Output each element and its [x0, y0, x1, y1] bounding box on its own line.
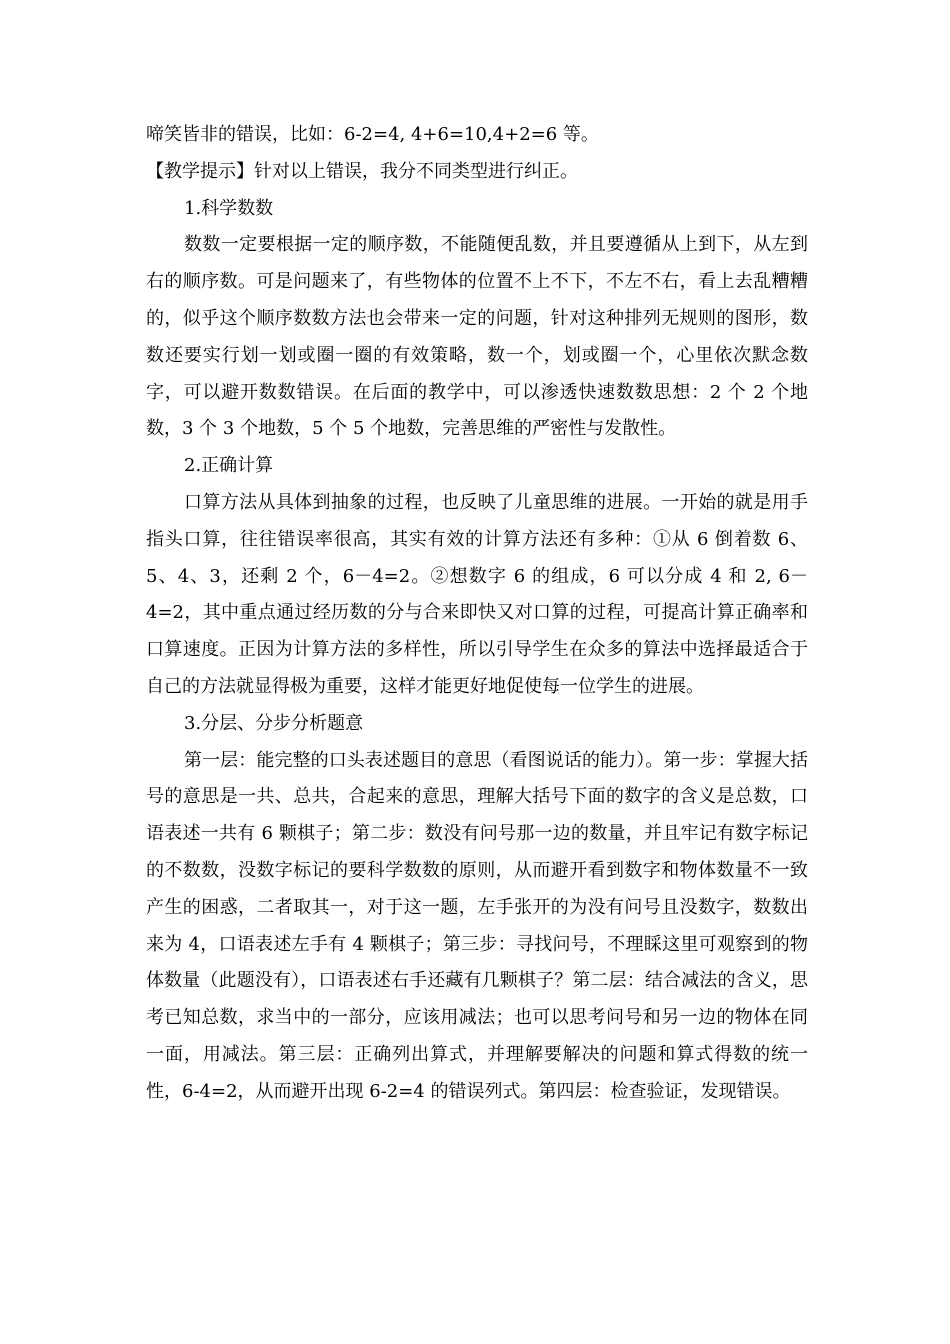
paragraph-analysis: 第一层：能完整的口头表述题目的意思（看图说话的能力）。第一步：掌握大括号的意思是一共、总共，合起来的意思，理解大括号下面的数字的含义是总数，口语表述一共有 6 颗棋子；第二步：数没有问号那一边的数量，并且牢记有数字标记的不数数，没数字标记的要科学数数的原则，从而避开看到数字和物体数量不一致产生的困惑，二者取其一，对于这一题，左手张开的为没有问号且没数字，数数出来为 4，口语表述左手有 4 颗棋子；第三步：寻找问号，不理睬这里可观察到的物体数量（此题没有），口语表述右手还藏有几颗棋子？第二层：结合减法的含义，思考已知总数，求当中的一部分，应该用减法；也可以思考问号和另一边的物体在同一面，用减法。第三层：正确列出算式，并理解要解决的问题和算式得数的统一性，6-4=2，从而避开出现 6-2=4 的错误列式。第四层：检查验证，发现错误。 [146, 749, 808, 1102]
section-heading-analysis: 3.分层、分步分析题意 [184, 712, 364, 734]
paragraph-calculation: 口算方法从具体到抽象的过程，也反映了儿童思维的进展。一开始的就是用手指头口算，往往错误率很高，其实有效的计算方法还有多种：①从 6 倒着数 6、5、4、3，还剩 2 个，6－4=2。②想数字 6 的组成，6 可以分成 4 和 2, 6－4=2，其中重点通过经历数的分与合来即快又对口算的过程，可提高计算正确率和口算速度。正因为计算方法的多样性，所以引导学生在众多的算法中选择最适合于自己的方法就显得极为重要，这样才能更好地促使每一位学生的进展。 [146, 491, 808, 697]
document-body [146, 117, 808, 1111]
paragraph-teaching-tip: 【教学提示】针对以上错误，我分不同类型进行纠正。 [146, 160, 578, 182]
paragraph-intro-examples: 啼笑皆非的错误，比如：6-2=4, 4+6=10,4+2=6 等。 [146, 124, 599, 145]
section-heading-calculation: 2.正确计算 [184, 455, 274, 477]
section-heading-counting: 1.科学数数 [184, 197, 274, 219]
paragraph-counting: 数数一定要根据一定的顺序数，不能随便乱数，并且要遵循从上到下，从左到右的顺序数。可是问题来了，有些物体的位置不上不下，不左不右，看上去乱糟糟的，似乎这个顺序数数方法也会带来一定的问题，针对这种排列无规则的图形，数数还要实行划一划或圈一圈的有效策略，数一个，划或圈一个，心里依次默念数字，可以避开数数错误。在后面的教学中，可以渗透快速数数思想：2 个 2 个地数，3 个 3 个地数，5 个 5 个地数，完善思维的严密性与发散性。 [146, 234, 808, 440]
